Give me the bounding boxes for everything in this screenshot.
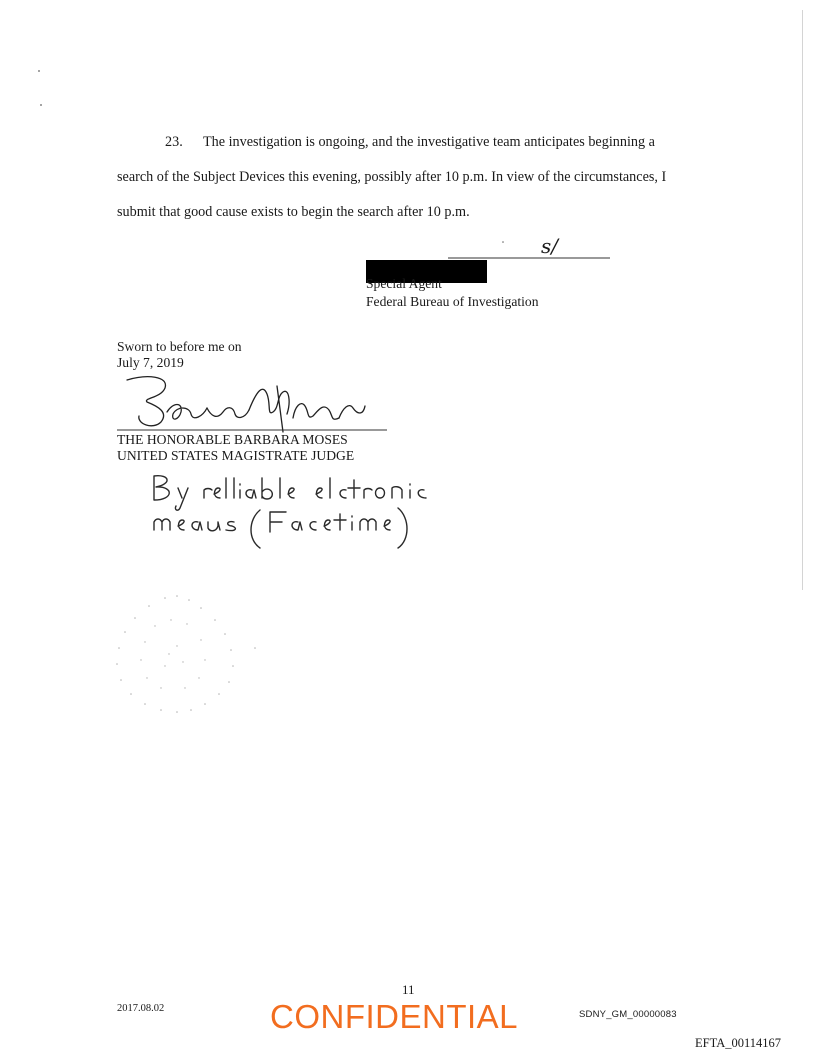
faded-seal-impression xyxy=(105,590,295,720)
paragraph-number: 23. xyxy=(165,134,183,150)
paragraph-line-1: 23. The investigation is ongoing, and the investigative team anticipates beginning a xyxy=(117,125,717,160)
agent-agency: Federal Bureau of Investigation xyxy=(366,294,539,309)
scan-edge-line xyxy=(802,10,803,590)
signature-mark: s/ xyxy=(541,234,559,258)
judge-title: UNITED STATES MAGISTRATE JUDGE xyxy=(117,448,355,463)
paragraph-23 xyxy=(117,125,717,230)
bates-number: SDNY_GM_00000083 xyxy=(579,1009,677,1020)
agent-title: Special Agent xyxy=(366,276,442,291)
judge-signature xyxy=(117,372,397,434)
paragraph-line-3: submit that good cause exists to begin the search after 10 p.m. xyxy=(117,204,470,220)
efta-number: EFTA_00114167 xyxy=(695,1036,782,1050)
scan-speck xyxy=(38,70,40,72)
sworn-date: July 7, 2019 xyxy=(117,355,184,370)
page-number: 11 xyxy=(402,982,415,997)
judge-name: THE HONORABLE BARBARA MOSES xyxy=(117,432,348,447)
paragraph-line-2: search of the Subject Devices this evening, possibly after 10 p.m. In view of the circumstances, I xyxy=(117,169,667,185)
handwritten-note xyxy=(148,470,528,550)
sworn-line: Sworn to before me on xyxy=(117,339,242,354)
confidential-stamp: CONFIDENTIAL xyxy=(270,998,519,1035)
footer-date: 2017.08.02 xyxy=(117,1003,165,1014)
scan-speck xyxy=(40,104,42,106)
